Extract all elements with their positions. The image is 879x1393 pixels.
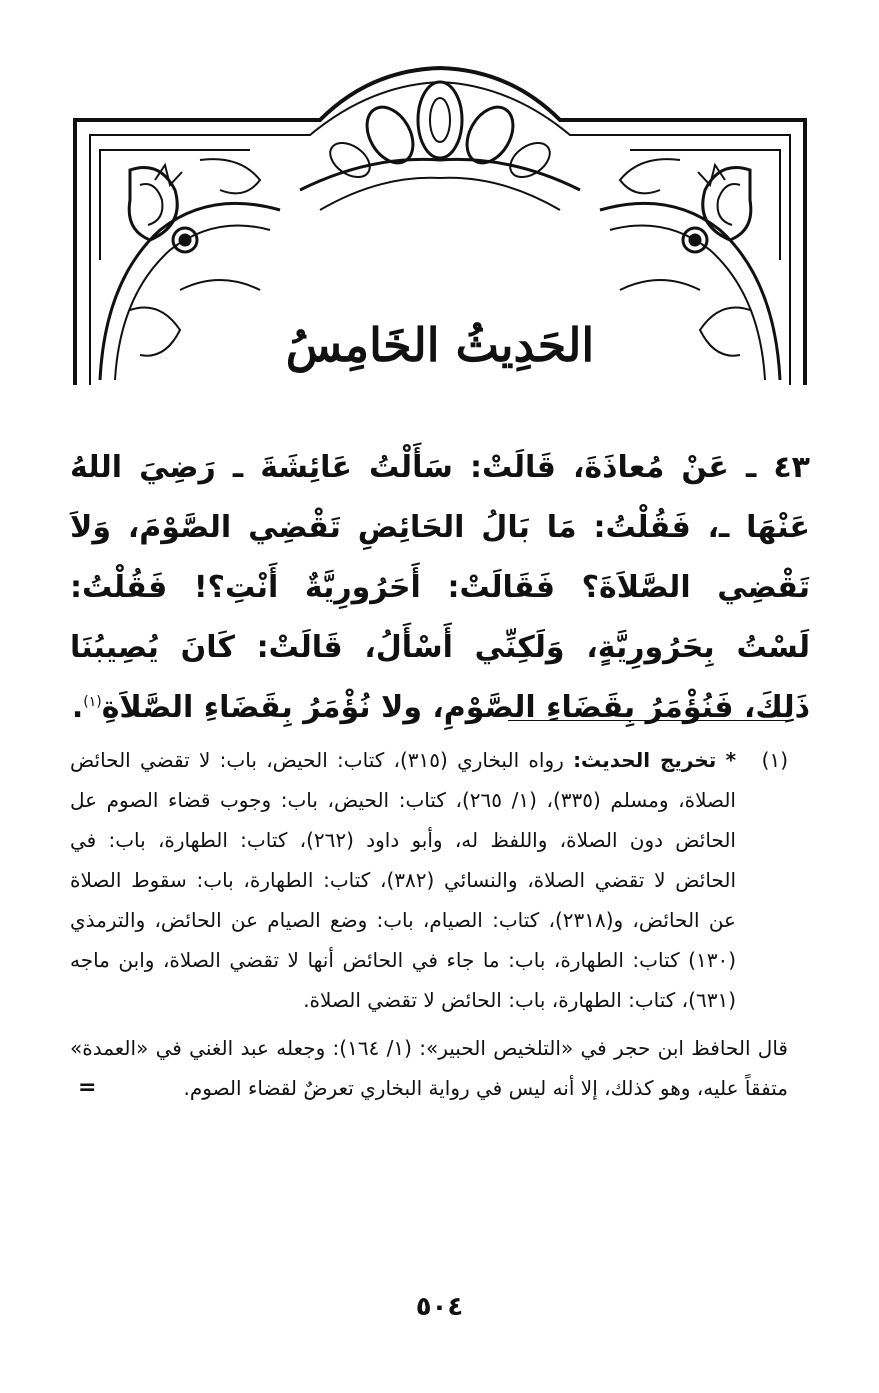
page-number: ٥٠٤	[415, 1292, 464, 1322]
footnote-entry	[70, 740, 788, 1020]
footnotes-section	[70, 740, 788, 1108]
footnote-star: *	[725, 748, 737, 772]
hadith-text-block	[70, 438, 810, 738]
footnote-continuation	[70, 1028, 788, 1108]
footnote-body	[70, 740, 736, 1020]
footnote-reference[interactable]: (١)	[83, 694, 102, 710]
hadith-end-mark: .	[71, 690, 84, 725]
continuation-mark: =	[78, 1075, 97, 1100]
footnote-separator	[508, 720, 788, 721]
footnote-text: رواه البخاري (٣١٥)، كتاب: الحيض، باب: لا تقضي الحائض الصلاة، ومسلم (٣٣٥)، (١/ ٢٦٥)، كتاب: الحيض، باب: وجوب قضاء الصوم عل الحائض دون الصلاة، واللفظ له، وأبو داود (٢٦٢)، كتاب: الطهارة، باب: في الحائض لا تقضي الصلاة، والنسائي (٣٨٢)، كتاب: الطهارة، باب: سقوط الصلاة عن الحائض، و(٢٣١٨)، كتاب: الصيام، باب: وضع الصيام عن الحائض، والترمذي (١٣٠) كتاب: الطهارة، باب: ما جاء في الحائض أنها لا تقضي الصلاة، وابن ماجه (٦٣١)، كتاب: الطهارة، باب: الحائض لا تقضي الصلاة.	[70, 748, 736, 1012]
footnote-marker: (١)	[761, 748, 788, 772]
hadith-heading: الحَدِيثُ الخَامِسُ	[285, 318, 595, 372]
footnote-lead: تخريج الحديث:	[573, 748, 717, 772]
footnote-continuation-text: قال الحافظ ابن حجر في «التلخيص الحبير»: (١/ ١٦٤): وجعله عبد الغني في «العمدة» متفقاً عليه، وهو كذلك، إلا أنه ليس في رواية البخاري تعرضٌ لقضاء الصوم.	[70, 1036, 788, 1100]
hadith-text: ٤٣ ـ عَنْ مُعاذَةَ، قَالَتْ: سَأَلْتُ عَائِشَةَ ـ رَضِيَ اللهُ عَنْهَا ـ، فَقُلْتُ: مَا بَالُ الحَائِضِ تَقْضِي الصَّوْمَ، وَلاَ تَقْضِي الصَّلاَةَ؟ فَقَالَتْ: أَحَرُورِيَّةٌ أَنْتِ؟! فَقُلْتُ: لَسْتُ بِحَرُورِيَّةٍ، وَلَكِنِّي أَسْأَلُ، قَالَتْ: كَانَ يُصِيبُنَا ذَلِكَ، فَنُؤْمَرُ بِقَضَاءِ الصَّوْمِ، ولا نُؤْمَرُ بِقَضَاءِ الصَّلاَةِ	[70, 450, 810, 725]
